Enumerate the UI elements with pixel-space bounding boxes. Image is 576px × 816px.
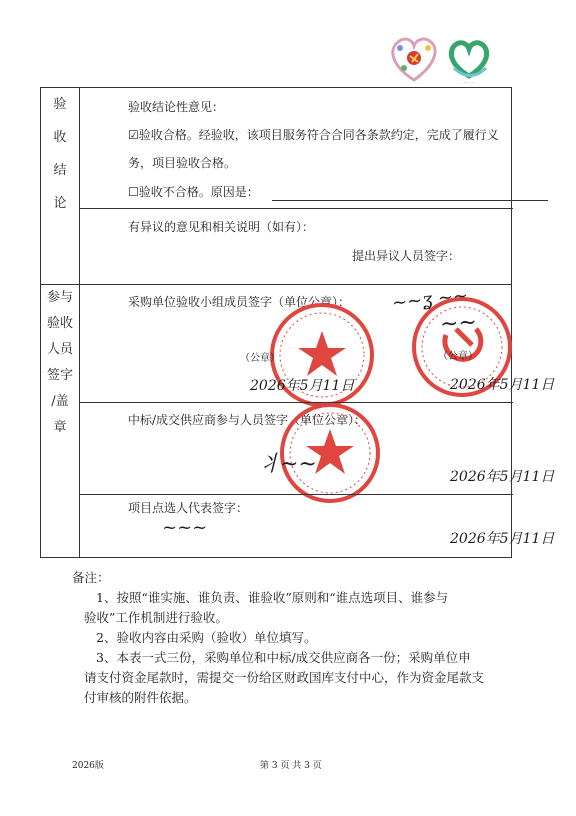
purchaser-signature-label: 采购单位验收小组成员签字（单位公章）： <box>128 295 351 309</box>
objection-heading: 有异议的意见和相关说明（如有）： <box>128 220 315 234</box>
conclusion-heading: 验收结论性意见： <box>128 100 225 114</box>
supplier-date: 2026年5月11日 <box>450 469 555 485</box>
notes-title: 备注： <box>72 570 110 585</box>
note-3-line1: 3、本表一式三份，采购单位和中标/成交供应商各一份；采购单位申 <box>96 650 471 665</box>
rep-signature: ~~~ <box>162 517 208 538</box>
note-3-line3: 付审核的附件依据。 <box>84 690 197 705</box>
acceptance-conclusion-cell <box>80 88 512 285</box>
notes-section <box>72 568 512 708</box>
divider <box>80 208 513 209</box>
acceptance-conclusion-label: 验 收 结 论 <box>41 88 80 285</box>
pass-checkbox-line1[interactable]: ☑验收合格。经验收，该项目服务符合合同各条款约定，完成了履行义 <box>128 128 499 142</box>
rep-signature-label: 项目点选人代表签字： <box>128 501 249 515</box>
objection-signature-label: 提出异议人员签字： <box>352 249 461 263</box>
pass-checkbox-line2: 务，项目验收合格。 <box>128 156 237 170</box>
rep-date: 2026年5月11日 <box>450 531 555 547</box>
header-logos <box>384 28 498 90</box>
stamp-note-2: （公章） <box>438 351 478 362</box>
note-2: 2、验收内容由采购（验收）单位填写。 <box>96 630 317 645</box>
note-1-line2: 验收”工作机制进行验收。 <box>84 610 228 625</box>
acceptance-form-table <box>40 87 555 558</box>
supplier-signature-label: 中标/成交供应商参与人员签字（单位公章）： <box>128 413 367 427</box>
fail-checkbox[interactable]: ☐验收不合格。原因是： <box>128 185 259 199</box>
stamp-note: （公章） <box>240 353 280 364</box>
community-logo-icon <box>442 34 496 86</box>
svg-text:··· ···: ··· ··· <box>463 80 475 86</box>
footer-version: 2026版 <box>72 761 104 771</box>
note-3-line2: 请支付资金尾款时，需提交一份给区财政国库支付中心，作为资金尾款支 <box>84 670 485 685</box>
note-1-line1: 1、按照“谁实施、谁负责、谁验收”原则和“谁点选项目、谁参与 <box>96 590 449 605</box>
participants-cell <box>80 285 555 558</box>
supplier-signature: 丬~~ <box>258 452 317 477</box>
purchaser-signature-1: ~~ʓ ~~ <box>391 285 470 314</box>
divider-3 <box>80 494 513 495</box>
participants-label: 参与 验收 人员 签字 /盖 章 <box>41 285 80 558</box>
purchaser-date-left: 2026年5月11日 <box>250 378 355 394</box>
purchaser-date-right: 2026年5月11日 <box>450 377 555 393</box>
purchaser-signature-2: ~~ <box>439 309 478 338</box>
fail-reason-field[interactable] <box>272 200 548 201</box>
footer-page-number: 第 3 页 共 3 页 <box>260 761 322 771</box>
